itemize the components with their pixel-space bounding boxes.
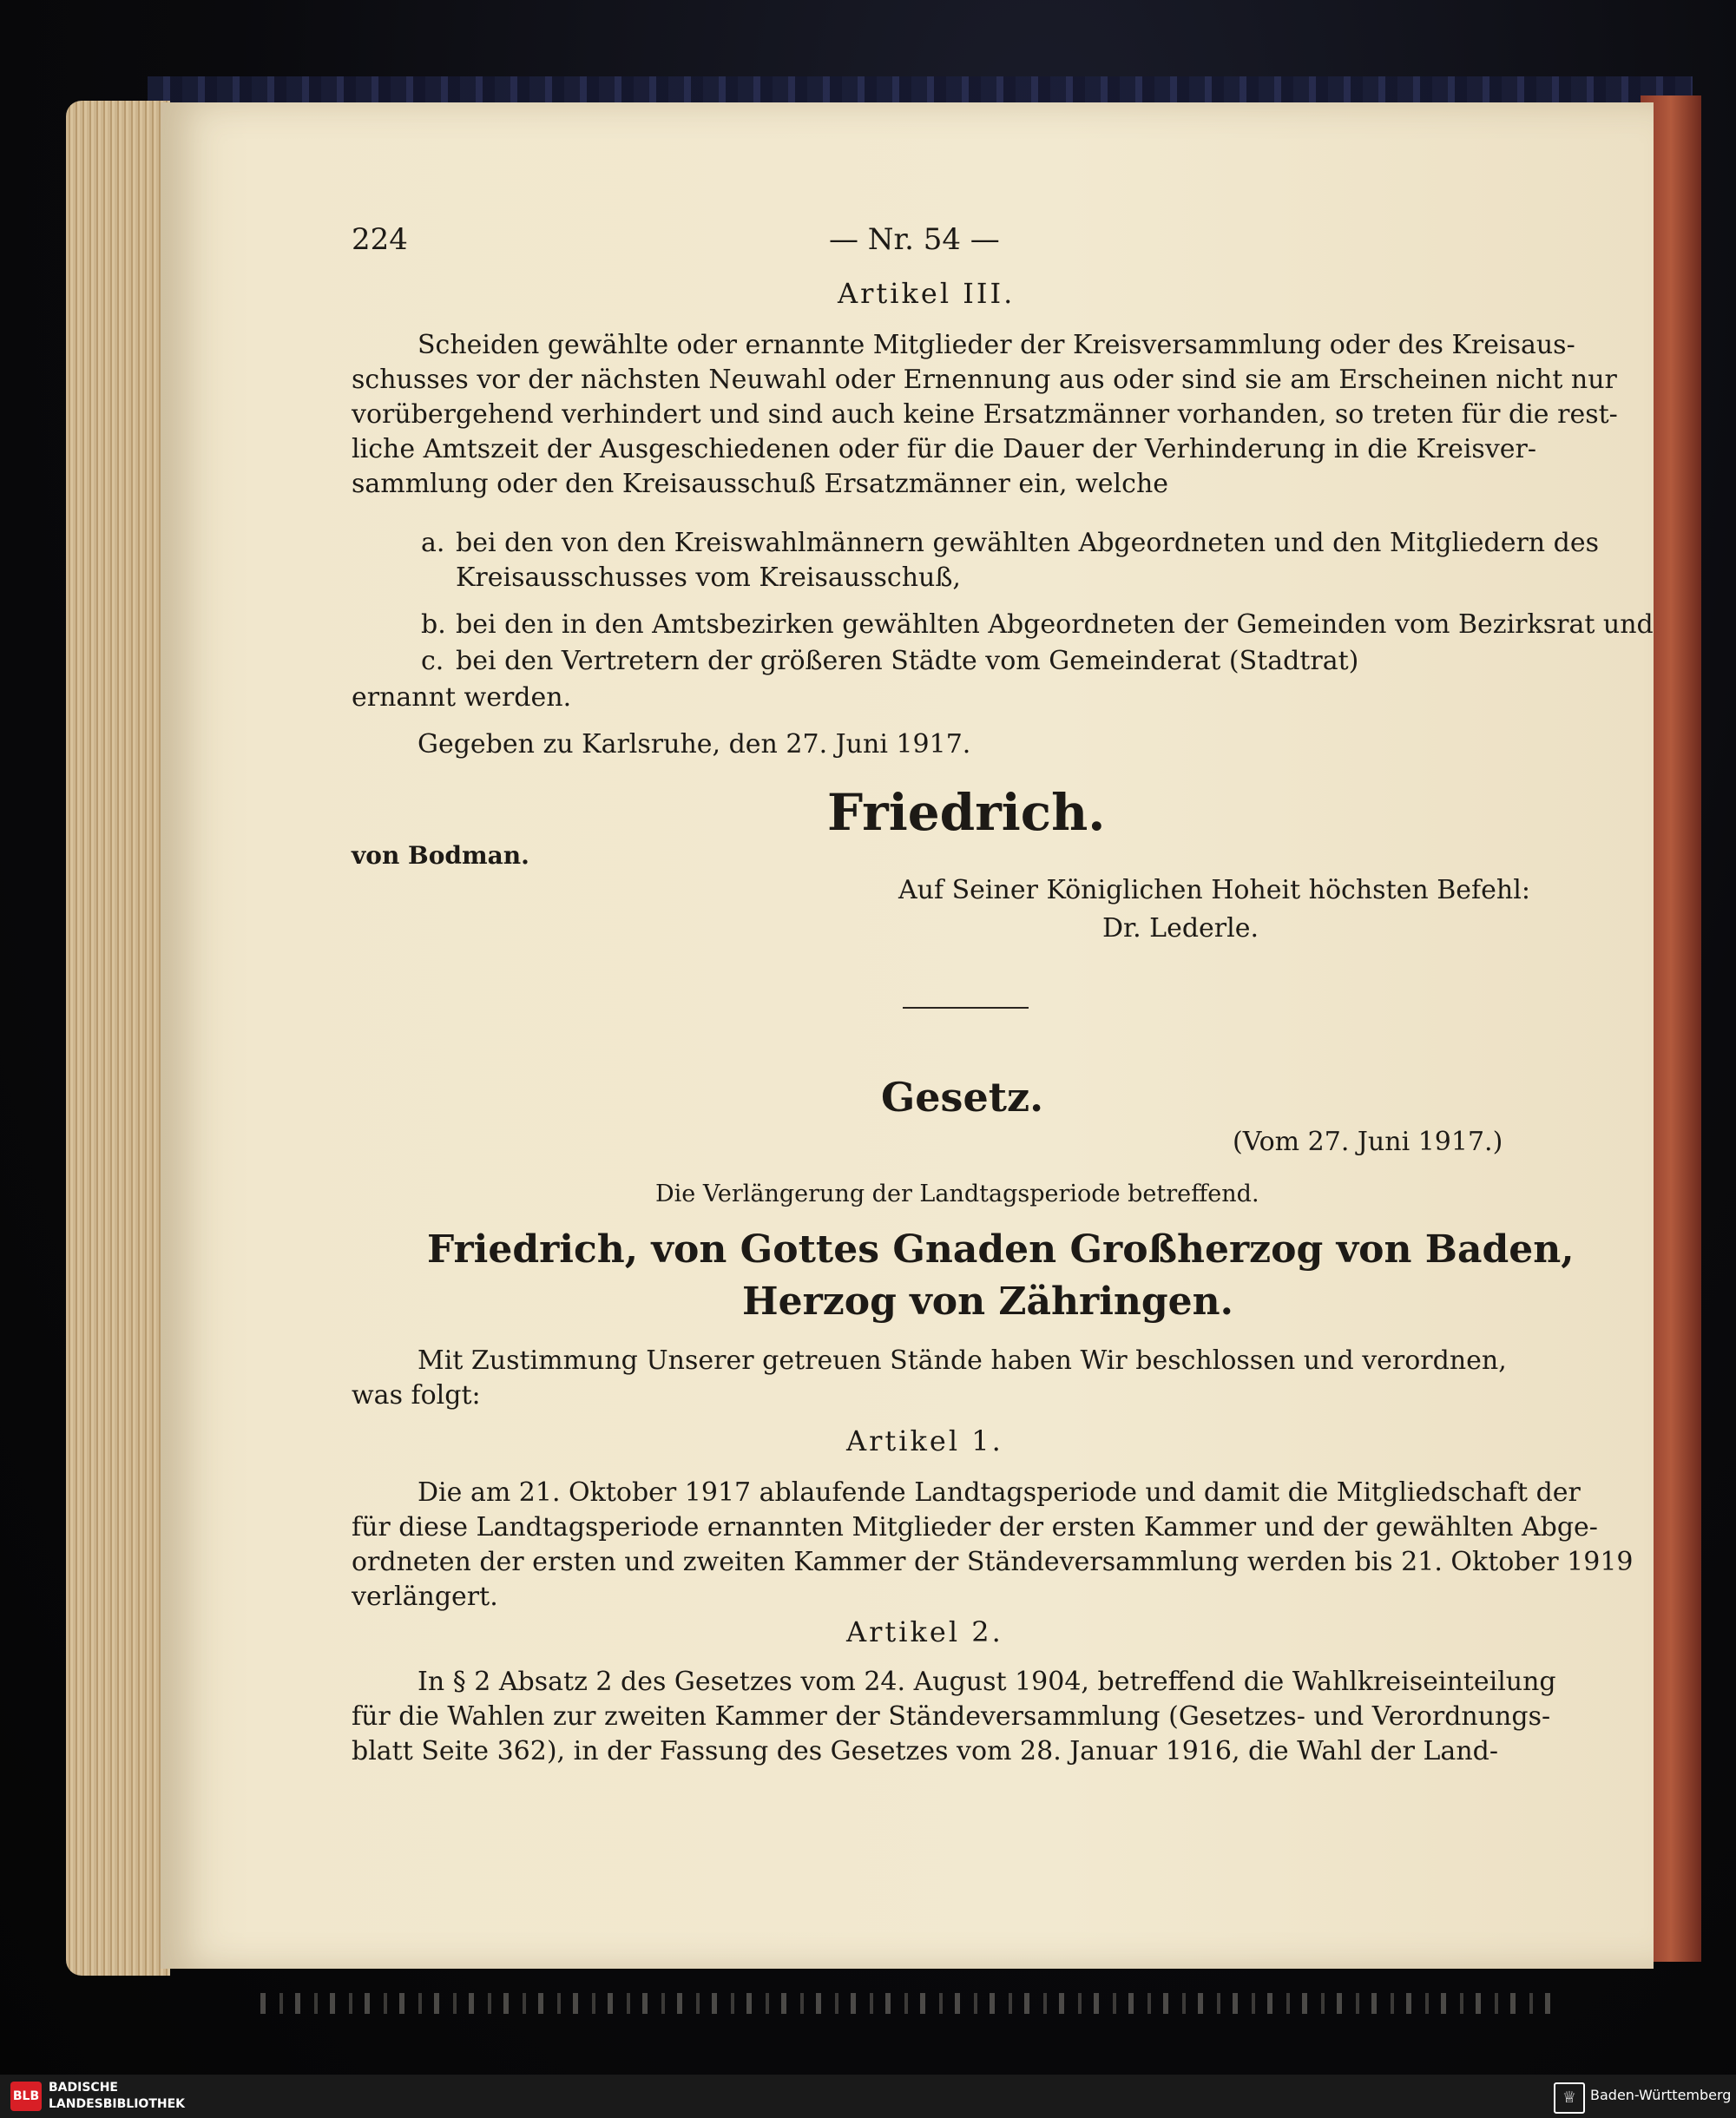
article-3-body	[352, 328, 1688, 502]
viewer-footer	[0, 2075, 1736, 2118]
document-page	[161, 102, 1654, 1969]
article-3-line: schusses vor der nächsten Neuwahl oder Ernennung aus oder sind sie am Erscheinen nicht nur	[352, 365, 1617, 395]
item-b-text: bei den in den Amtsbezirken gewählten Abgeordneten der Gemeinden vom Bezirksrat und	[456, 609, 1654, 640]
item-b-marker: b.	[421, 609, 446, 640]
given-date: Gegeben zu Karlsruhe, den 27. Juni 1917.	[418, 729, 971, 760]
item-a-text: bei den von den Kreiswahlmännern gewählten Abgeordneten und den Mitgliedern des	[456, 528, 1599, 558]
secretary-signature: Dr. Lederle.	[1102, 913, 1259, 944]
article-3-closing: ernannt werden.	[352, 682, 572, 713]
scan-dust	[260, 1993, 1562, 2014]
law-subject: Die Verlängerung der Landtagsperiode betreffend.	[655, 1181, 1259, 1207]
article-1-body	[352, 1476, 1688, 1615]
enacting-line: was folgt:	[352, 1380, 481, 1411]
article-1-heading: Artikel 1.	[846, 1424, 1003, 1457]
state-name[interactable]: Baden-Württemberg	[1590, 2087, 1732, 2103]
library-name-line-2: LANDESBIBLIOTHEK	[49, 2097, 186, 2111]
sovereign-signature: Friedrich.	[827, 783, 1106, 842]
article-2-body	[352, 1665, 1688, 1769]
article-2-line: blatt Seite 362), in der Fassung des Gesetzes vom 28. Januar 1916, die Wahl der Land-	[352, 1736, 1498, 1766]
section-divider	[903, 1007, 1029, 1009]
page-number: 224	[352, 222, 408, 257]
issue-number: — Nr. 54 —	[829, 222, 1000, 257]
article-3-line: liche Amtszeit der Ausgeschiedenen oder für die Dauer der Verhinderung in die Kreisver-	[352, 434, 1536, 464]
preamble-line-1: Friedrich, von Gottes Gnaden Großherzog von Baden,	[427, 1227, 1575, 1272]
article-3-line: Scheiden gewählte oder ernannte Mitglieder der Kreisversammlung oder des Kreisaus-	[418, 330, 1575, 360]
minister-signature: von Bodman.	[352, 841, 529, 870]
article-2-line: für die Wahlen zur zweiten Kammer der Ständeversammlung (Gesetzes- und Verordnungs-	[352, 1701, 1551, 1732]
by-order-line: Auf Seiner Königlichen Hoheit höchsten Befehl:	[898, 875, 1530, 905]
article-3-line: vorübergehend verhindert und sind auch keine Ersatzmänner vorhanden, so treten für die rest-	[352, 399, 1618, 430]
article-1-line: für diese Landtagsperiode ernannten Mitglieder der ersten Kammer und der gewählten Abge-	[352, 1512, 1598, 1542]
library-name-line-1: BADISCHE	[49, 2081, 118, 2095]
article-1-line: Die am 21. Oktober 1917 ablaufende Landtagsperiode und damit die Mitgliedschaft der	[418, 1477, 1581, 1508]
article-3-heading: Artikel III.	[838, 277, 1016, 310]
item-a-text-cont: Kreisausschusses vom Kreisausschuß,	[456, 562, 961, 593]
item-c-marker: c.	[421, 646, 444, 676]
item-c-text: bei den Vertretern der größeren Städte vom Gemeinderat (Stadtrat)	[456, 646, 1359, 676]
article-1-line: verlängert.	[352, 1582, 498, 1612]
preamble-line-2: Herzog von Zähringen.	[742, 1279, 1233, 1324]
law-date: (Vom 27. Juni 1917.)	[1233, 1127, 1503, 1157]
article-3-line: sammlung oder den Kreisausschuß Ersatzmänner ein, welche	[352, 469, 1169, 499]
article-2-heading: Artikel 2.	[846, 1615, 1003, 1648]
page-stack	[66, 101, 170, 1976]
library-name[interactable]	[49, 2080, 185, 2113]
enacting-line: Mit Zustimmung Unserer getreuen Stände haben Wir beschlossen und verordnen,	[418, 1345, 1507, 1376]
enacting-clause	[352, 1344, 1688, 1413]
article-2-line: In § 2 Absatz 2 des Gesetzes vom 24. August 1904, betreffend die Wahlkreiseinteilung	[418, 1667, 1556, 1697]
law-title: Gesetz.	[881, 1074, 1044, 1121]
blb-logo-icon[interactable]: BLB	[10, 2082, 42, 2111]
state-crest-icon[interactable]: ♕	[1554, 2082, 1585, 2114]
article-1-line: ordneten der ersten und zweiten Kammer der Ständeversammlung werden bis 21. Oktober 1919	[352, 1547, 1634, 1577]
item-a-marker: a.	[421, 528, 445, 558]
